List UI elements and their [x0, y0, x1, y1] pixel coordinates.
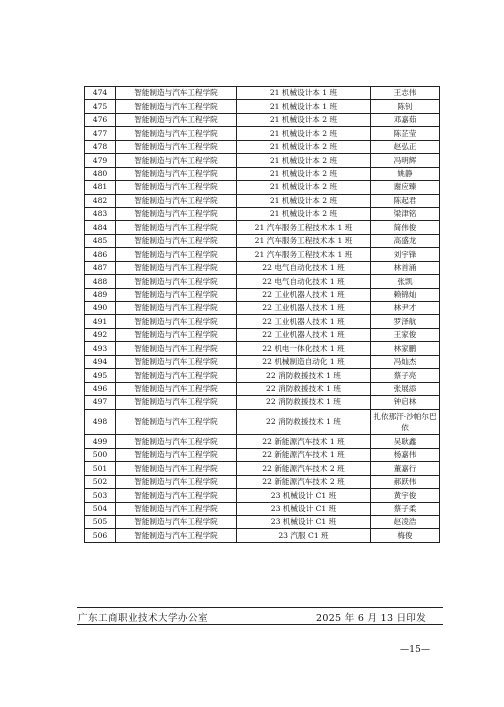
table-row: [85, 207, 440, 220]
class-cell: 22 机械制造自动化 1 班: [237, 355, 371, 368]
student-name-cell: 林首涌: [371, 261, 440, 274]
row-number-cell: 479: [85, 154, 116, 167]
college-cell: 智能制造与汽车工程学院: [116, 409, 237, 435]
college-cell: 智能制造与汽车工程学院: [116, 181, 237, 194]
college-cell: 智能制造与汽车工程学院: [116, 127, 237, 140]
row-number-cell: 487: [85, 261, 116, 274]
student-name-cell: 张展添: [371, 382, 440, 395]
row-number-cell: 483: [85, 207, 116, 220]
table-row: [85, 140, 440, 153]
student-name-cell: 梁津铭: [371, 207, 440, 220]
row-number-cell: 484: [85, 221, 116, 234]
row-number-cell: 476: [85, 113, 116, 126]
class-cell: 22 机电一体化技术 1 班: [237, 342, 371, 355]
class-cell: 22 工业机器人技术 1 班: [237, 302, 371, 315]
class-cell: 23 机械设计 C1 班: [237, 516, 371, 529]
row-number-cell: 496: [85, 382, 116, 395]
table-row: [85, 315, 440, 328]
college-cell: 智能制造与汽车工程学院: [116, 288, 237, 301]
class-cell: 21 机械设计本 1 班: [237, 100, 371, 113]
student-roster-table: [84, 86, 440, 543]
table-row: [85, 194, 440, 207]
row-number-cell: 490: [85, 302, 116, 315]
student-name-cell: 陈芷莹: [371, 127, 440, 140]
row-number-cell: 480: [85, 167, 116, 180]
college-cell: 智能制造与汽车工程学院: [116, 234, 237, 247]
table-row: [85, 328, 440, 341]
row-number-cell: 475: [85, 100, 116, 113]
class-cell: 22 电气自动化技术 1 班: [237, 261, 371, 274]
row-number-cell: 503: [85, 489, 116, 502]
student-name-cell: 高盛龙: [371, 234, 440, 247]
college-cell: 智能制造与汽车工程学院: [116, 100, 237, 113]
student-name-cell: 扎依那汗·沙帕尔巴依: [371, 409, 440, 435]
table-row: [85, 302, 440, 315]
student-name-cell: 赵弘正: [371, 140, 440, 153]
college-cell: 智能制造与汽车工程学院: [116, 315, 237, 328]
student-name-cell: 陈钊: [371, 100, 440, 113]
table-row: [85, 516, 440, 529]
college-cell: 智能制造与汽车工程学院: [116, 462, 237, 475]
table-row: [85, 221, 440, 234]
table-row: [85, 502, 440, 515]
student-name-cell: 刘宇锋: [371, 248, 440, 261]
class-cell: 21 机械设计本 2 班: [237, 140, 371, 153]
college-cell: 智能制造与汽车工程学院: [116, 355, 237, 368]
college-cell: 智能制造与汽车工程学院: [116, 194, 237, 207]
row-number-cell: 486: [85, 248, 116, 261]
table-row: [85, 127, 440, 140]
table-row: [85, 234, 440, 247]
row-number-cell: 501: [85, 462, 116, 475]
table-row: [85, 529, 440, 542]
table-row: [85, 100, 440, 113]
student-name-cell: 黄宇俊: [371, 489, 440, 502]
student-name-cell: 林家鹏: [371, 342, 440, 355]
class-cell: 21 机械设计本 2 班: [237, 113, 371, 126]
class-cell: 22 新能源汽车技术 2 班: [237, 462, 371, 475]
student-name-cell: 邓嘉茹: [371, 113, 440, 126]
row-number-cell: 474: [85, 87, 116, 100]
table-row: [85, 396, 440, 409]
student-name-cell: 王家俊: [371, 328, 440, 341]
table-row: [85, 435, 440, 448]
class-cell: 22 电气自动化技术 1 班: [237, 275, 371, 288]
college-cell: 智能制造与汽车工程学院: [116, 275, 237, 288]
row-number-cell: 498: [85, 409, 116, 435]
table-row: [85, 489, 440, 502]
row-number-cell: 489: [85, 288, 116, 301]
college-cell: 智能制造与汽车工程学院: [116, 529, 237, 542]
class-cell: 22 消防救援技术 1 班: [237, 396, 371, 409]
class-cell: 21 机械设计本 2 班: [237, 181, 371, 194]
student-name-cell: 林尹才: [371, 302, 440, 315]
college-cell: 智能制造与汽车工程学院: [116, 516, 237, 529]
college-cell: 智能制造与汽车工程学院: [116, 87, 237, 100]
student-name-cell: 蔡子亮: [371, 369, 440, 382]
student-name-cell: 杨嘉伟: [371, 448, 440, 461]
college-cell: 智能制造与汽车工程学院: [116, 113, 237, 126]
class-cell: 23 机械设计 C1 班: [237, 489, 371, 502]
student-name-cell: 王志伟: [371, 87, 440, 100]
student-name-cell: 陈起君: [371, 194, 440, 207]
college-cell: 智能制造与汽车工程学院: [116, 502, 237, 515]
class-cell: 21 机械设计本 2 班: [237, 154, 371, 167]
table-row: [85, 167, 440, 180]
college-cell: 智能制造与汽车工程学院: [116, 221, 237, 234]
college-cell: 智能制造与汽车工程学院: [116, 396, 237, 409]
class-cell: 22 消防救援技术 1 班: [237, 382, 371, 395]
college-cell: 智能制造与汽车工程学院: [116, 328, 237, 341]
student-name-cell: 钟启林: [371, 396, 440, 409]
class-cell: 21 汽车服务工程技术本 1 班: [237, 221, 371, 234]
class-cell: 22 消防救援技术 1 班: [237, 369, 371, 382]
student-name-cell: 赖锦灿: [371, 288, 440, 301]
row-number-cell: 506: [85, 529, 116, 542]
class-cell: 23 汽服 C1 班: [237, 529, 371, 542]
student-name-cell: 吴耿鑫: [371, 435, 440, 448]
class-cell: 22 新能源汽车技术 1 班: [237, 435, 371, 448]
row-number-cell: 492: [85, 328, 116, 341]
table-row: [85, 275, 440, 288]
row-number-cell: 500: [85, 448, 116, 461]
row-number-cell: 478: [85, 140, 116, 153]
student-name-cell: 郝跃伟: [371, 475, 440, 488]
row-number-cell: 477: [85, 127, 116, 140]
class-cell: 22 新能源汽车技术 2 班: [237, 475, 371, 488]
college-cell: 智能制造与汽车工程学院: [116, 342, 237, 355]
table-row: [85, 113, 440, 126]
class-cell: 21 机械设计本 2 班: [237, 207, 371, 220]
table-row: [85, 248, 440, 261]
table-row: [85, 342, 440, 355]
college-cell: 智能制造与汽车工程学院: [116, 248, 237, 261]
row-number-cell: 497: [85, 396, 116, 409]
student-name-cell: 梅俊: [371, 529, 440, 542]
class-cell: 21 汽车服务工程技术本 1 班: [237, 248, 371, 261]
table-row: [85, 87, 440, 100]
table-row: [85, 181, 440, 194]
table-row: [85, 288, 440, 301]
class-cell: 23 机械设计 C1 班: [237, 502, 371, 515]
class-cell: 21 机械设计本 2 班: [237, 167, 371, 180]
college-cell: 智能制造与汽车工程学院: [116, 261, 237, 274]
college-cell: 智能制造与汽车工程学院: [116, 302, 237, 315]
college-cell: 智能制造与汽车工程学院: [116, 435, 237, 448]
table-row: [85, 369, 440, 382]
college-cell: 智能制造与汽车工程学院: [116, 448, 237, 461]
college-cell: 智能制造与汽车工程学院: [116, 369, 237, 382]
row-number-cell: 505: [85, 516, 116, 529]
table-row: [85, 448, 440, 461]
row-number-cell: 493: [85, 342, 116, 355]
student-name-cell: 张凯: [371, 275, 440, 288]
table-row: [85, 355, 440, 368]
class-cell: 22 工业机器人技术 1 班: [237, 315, 371, 328]
college-cell: 智能制造与汽车工程学院: [116, 207, 237, 220]
college-cell: 智能制造与汽车工程学院: [116, 167, 237, 180]
class-cell: 21 机械设计本 1 班: [237, 87, 371, 100]
footer-bottom-rule: [77, 624, 443, 625]
row-number-cell: 491: [85, 315, 116, 328]
issue-date: 2025 年 6 月 13 日印发: [316, 613, 427, 624]
row-number-cell: 502: [85, 475, 116, 488]
table-row: [85, 475, 440, 488]
college-cell: 智能制造与汽车工程学院: [116, 382, 237, 395]
row-number-cell: 494: [85, 355, 116, 368]
student-name-cell: 冯明辉: [371, 154, 440, 167]
college-cell: 智能制造与汽车工程学院: [116, 489, 237, 502]
student-name-cell: 简伟俊: [371, 221, 440, 234]
class-cell: 22 新能源汽车技术 1 班: [237, 448, 371, 461]
student-name-cell: 赵凌浩: [371, 516, 440, 529]
student-name-cell: 姚静: [371, 167, 440, 180]
class-cell: 21 机械设计本 2 班: [237, 194, 371, 207]
row-number-cell: 488: [85, 275, 116, 288]
page-number: —15—: [400, 645, 431, 655]
college-cell: 智能制造与汽车工程学院: [116, 140, 237, 153]
row-number-cell: 482: [85, 194, 116, 207]
class-cell: 21 汽车服务工程技术本 1 班: [237, 234, 371, 247]
row-number-cell: 499: [85, 435, 116, 448]
student-name-cell: 罗泽航: [371, 315, 440, 328]
row-number-cell: 481: [85, 181, 116, 194]
class-cell: 22 工业机器人技术 1 班: [237, 328, 371, 341]
issuer-name: 广东工商职业技术大学办公室: [78, 613, 209, 624]
student-name-cell: 冯灿杰: [371, 355, 440, 368]
student-name-cell: 蔡子柔: [371, 502, 440, 515]
student-name-cell: 董嘉行: [371, 462, 440, 475]
table-row: [85, 462, 440, 475]
class-cell: 22 工业机器人技术 1 班: [237, 288, 371, 301]
table-row: [85, 261, 440, 274]
row-number-cell: 485: [85, 234, 116, 247]
table-row: [85, 154, 440, 167]
table-row: [85, 382, 440, 395]
row-number-cell: 495: [85, 369, 116, 382]
row-number-cell: 504: [85, 502, 116, 515]
footer-top-rule: [77, 607, 443, 608]
class-cell: 22 消防救援技术 1 班: [237, 409, 371, 435]
college-cell: 智能制造与汽车工程学院: [116, 475, 237, 488]
roster-body: [85, 87, 440, 543]
class-cell: 21 机械设计本 2 班: [237, 127, 371, 140]
table-row: [85, 409, 440, 435]
student-name-cell: 谢应臻: [371, 181, 440, 194]
college-cell: 智能制造与汽车工程学院: [116, 154, 237, 167]
